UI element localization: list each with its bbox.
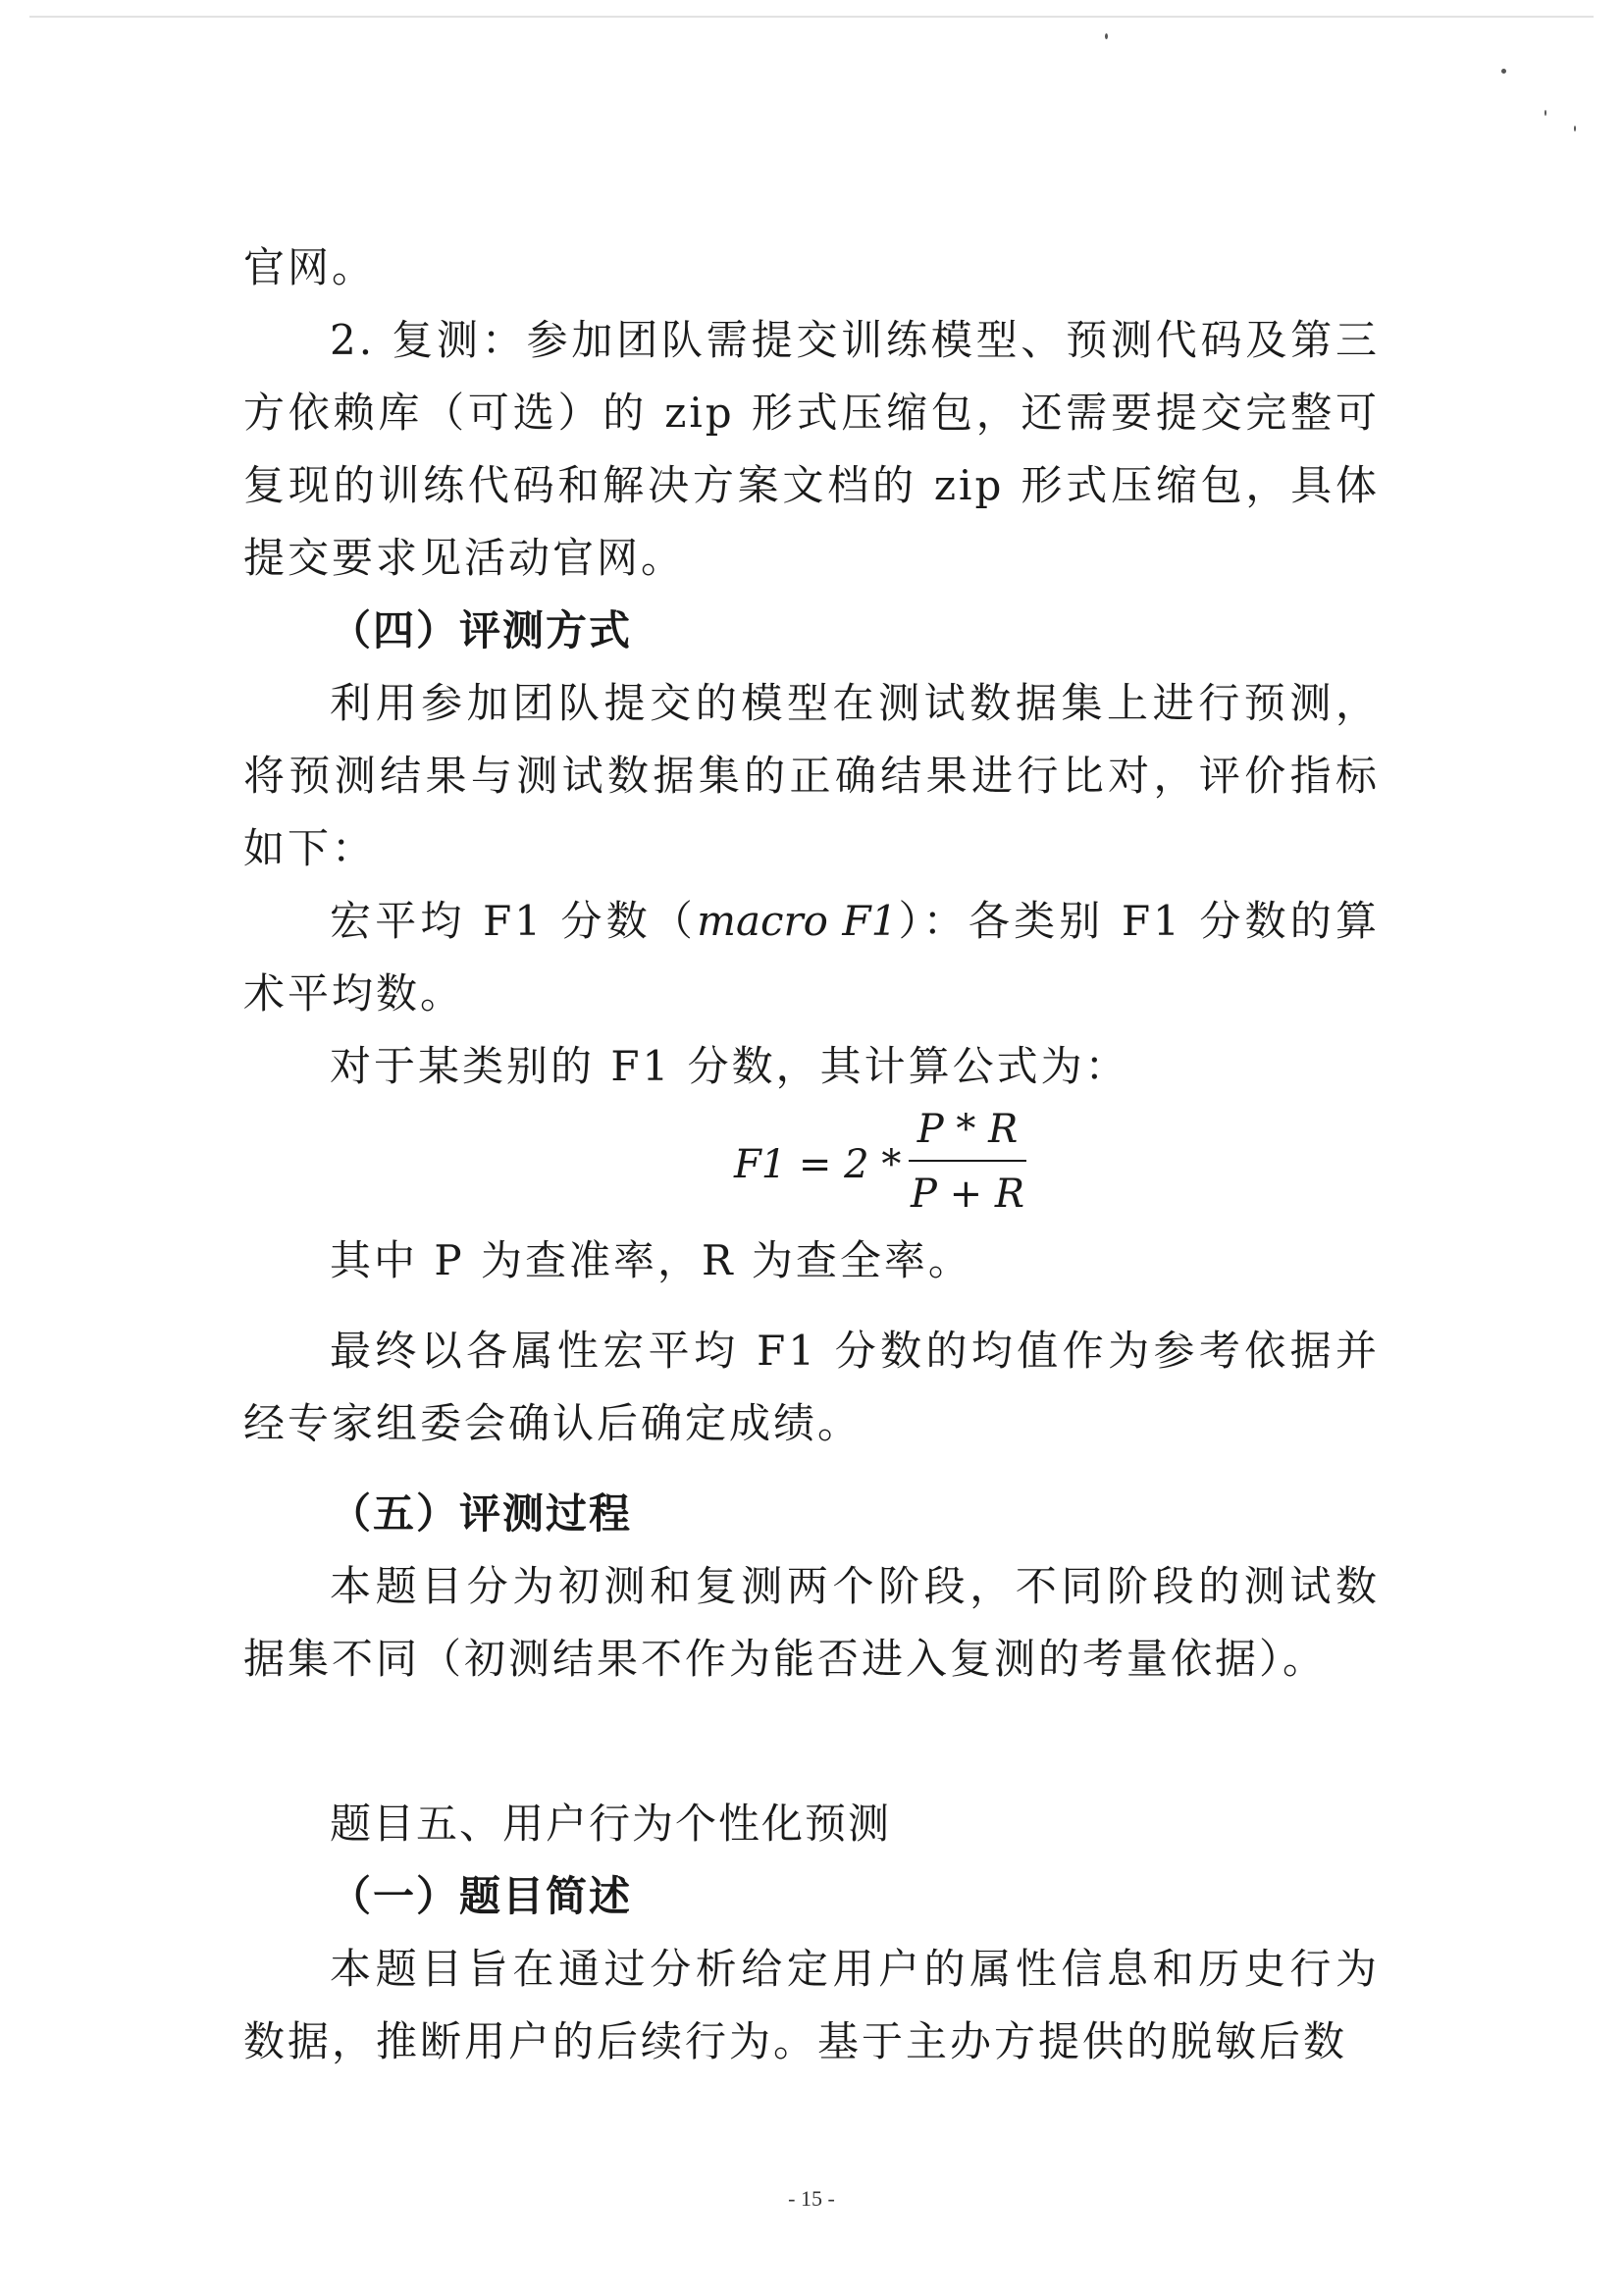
macro-f1-prefix: 宏平均 F1 分数（ xyxy=(330,897,698,945)
fraction-bar xyxy=(909,1160,1026,1162)
paragraph-eval-process: 本题目分为初测和复测两个阶段，不同阶段的测试数据集不同（初测结果不作为能否进入复测的考量依据）。 xyxy=(243,1562,1380,1683)
topic-five-title: 题目五、用户行为个性化预测 xyxy=(330,1800,892,1848)
macro-f1-suffix: ）：各类别 F1 分数的算术平均数。 xyxy=(243,897,1380,1018)
paragraph-macro-f1 xyxy=(243,885,1380,1030)
paragraph-final-score: 最终以各属性宏平均 F1 分数的均值作为参考依据并经专家组委会确认后确定成绩。 xyxy=(243,1327,1380,1447)
scan-speck xyxy=(1574,126,1576,131)
paragraph-overview: 本题目旨在通过分析给定用户的属性信息和历史行为数据，推断用户的后续行为。基于主办方提供的脱敏后数 xyxy=(243,1945,1380,2065)
scan-speck xyxy=(1501,69,1506,74)
macro-f1-math: macro F1 xyxy=(697,897,898,945)
paragraph-retest: 2. 复测：参加团队需提交训练模型、预测代码及第三方依赖库（可选）的 zip 形式压缩包，还需要提交完整可复现的训练代码和解决方案文档的 zip 形式压缩包，具体提交要求见活动官网。 xyxy=(243,316,1380,582)
paragraph-pr-definition: 其中 P 为查准率，R 为查全率。 xyxy=(330,1236,972,1284)
section-heading-eval-method: （四）评测方式 xyxy=(330,606,633,654)
paragraph-official-site: 官网。 xyxy=(243,243,377,291)
page-number: - 15 - xyxy=(788,2186,835,2211)
paragraph-eval-method: 利用参加团队提交的模型在测试数据集上进行预测，将预测结果与测试数据集的正确结果进行比对，评价指标如下： xyxy=(243,679,1380,872)
scan-edge-line xyxy=(29,16,1594,18)
section-heading-eval-process: （五）评测过程 xyxy=(330,1489,633,1538)
formula-lhs: F1 = 2 * xyxy=(734,1142,902,1187)
formula-fraction xyxy=(909,1103,1026,1221)
formula-numerator: P * R xyxy=(916,1107,1019,1152)
document-body xyxy=(243,232,1380,2078)
scan-speck xyxy=(1544,110,1546,116)
scan-speck xyxy=(1105,33,1108,39)
formula-denominator: P + R xyxy=(911,1172,1024,1217)
f1-formula xyxy=(243,1103,1380,1225)
paragraph-formula-intro: 对于某类别的 F1 分数，其计算公式为： xyxy=(330,1042,1129,1090)
section-heading-overview: （一）题目简述 xyxy=(330,1872,633,1920)
